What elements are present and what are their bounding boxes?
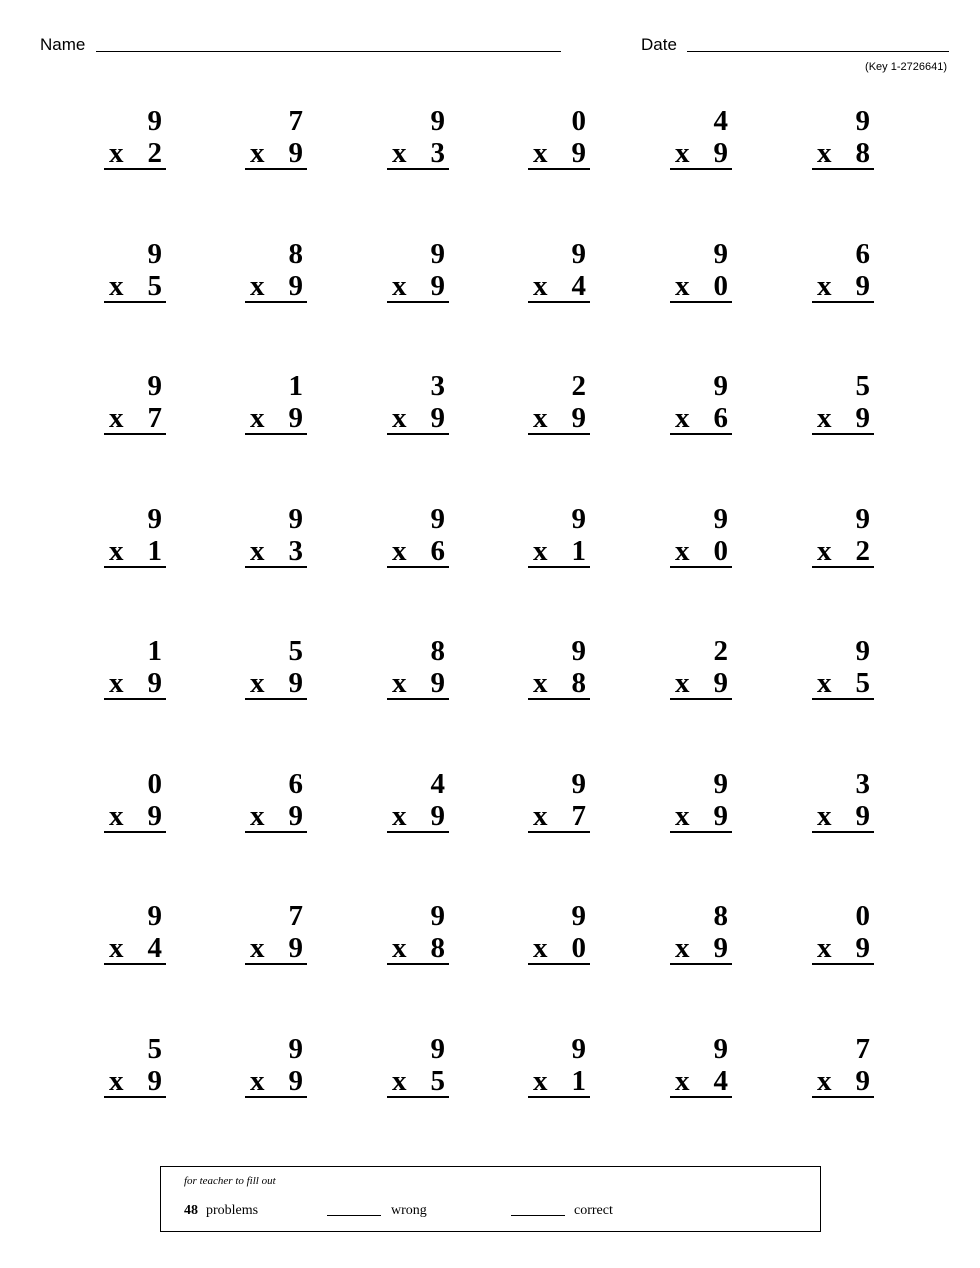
multiplier: 9 bbox=[855, 799, 870, 832]
multiplier-row bbox=[812, 536, 874, 568]
multiplier: 4 bbox=[713, 1064, 728, 1097]
multiplicand: 2 bbox=[571, 370, 586, 402]
multiplier-row bbox=[670, 668, 732, 700]
multiplier: 2 bbox=[147, 137, 162, 169]
multiplier-row bbox=[245, 271, 307, 303]
times-sign: x bbox=[109, 402, 124, 434]
multiplication-problem bbox=[387, 636, 449, 706]
multiplication-problem bbox=[812, 769, 874, 839]
multiplier: 9 bbox=[430, 269, 445, 302]
multiplier-row bbox=[387, 1066, 449, 1098]
multiplier-row bbox=[528, 1066, 590, 1098]
times-sign: x bbox=[392, 269, 407, 302]
multiplier: 9 bbox=[571, 402, 586, 434]
multiplier-row bbox=[104, 403, 166, 435]
multiplicand: 5 bbox=[855, 370, 870, 402]
multiplicand: 9 bbox=[430, 1032, 445, 1065]
multiplier: 9 bbox=[430, 799, 445, 832]
wrong-label: wrong bbox=[391, 1203, 427, 1218]
multiplier-row bbox=[812, 1066, 874, 1098]
times-sign: x bbox=[817, 1064, 832, 1097]
multiplier-row bbox=[245, 668, 307, 700]
multiplicand: 6 bbox=[288, 767, 303, 800]
multiplier: 9 bbox=[713, 137, 728, 169]
multiplier-row bbox=[528, 801, 590, 833]
multiplicand: 9 bbox=[855, 502, 870, 535]
multiplication-problem bbox=[812, 636, 874, 706]
times-sign: x bbox=[675, 402, 690, 434]
times-sign: x bbox=[675, 534, 690, 567]
times-sign: x bbox=[250, 137, 265, 169]
multiplication-problem bbox=[528, 636, 590, 706]
multiplier: 9 bbox=[855, 932, 870, 964]
times-sign: x bbox=[392, 534, 407, 567]
multiplier-row bbox=[812, 403, 874, 435]
times-sign: x bbox=[675, 799, 690, 832]
multiplier: 4 bbox=[147, 932, 162, 964]
multiplicand: 5 bbox=[288, 635, 303, 667]
problems-label: problems bbox=[206, 1203, 259, 1218]
multiplicand: 7 bbox=[288, 105, 303, 137]
multiplier: 9 bbox=[713, 667, 728, 699]
multiplication-problem bbox=[387, 239, 449, 309]
times-sign: x bbox=[533, 137, 548, 169]
times-sign: x bbox=[817, 799, 832, 832]
multiplicand: 9 bbox=[147, 105, 162, 137]
multiplier-row bbox=[812, 933, 874, 965]
multiplicand: 9 bbox=[571, 502, 586, 535]
times-sign: x bbox=[250, 799, 265, 832]
times-sign: x bbox=[817, 534, 832, 567]
multiplier-row bbox=[387, 403, 449, 435]
multiplier-row bbox=[812, 668, 874, 700]
times-sign: x bbox=[533, 667, 548, 699]
multiplier-row bbox=[104, 536, 166, 568]
multiplication-problem bbox=[245, 769, 307, 839]
times-sign: x bbox=[109, 667, 124, 699]
multiplier-row bbox=[245, 933, 307, 965]
times-sign: x bbox=[533, 1064, 548, 1097]
multiplicand: 9 bbox=[147, 237, 162, 270]
multiplier: 9 bbox=[713, 932, 728, 964]
multiplication-problem bbox=[104, 239, 166, 309]
times-sign: x bbox=[533, 402, 548, 434]
multiplier: 7 bbox=[147, 402, 162, 434]
multiplication-problem bbox=[245, 371, 307, 441]
multiplier: 9 bbox=[147, 799, 162, 832]
multiplier-row bbox=[528, 138, 590, 170]
multiplicand: 9 bbox=[147, 502, 162, 535]
multiplication-problem bbox=[812, 239, 874, 309]
multiplier-row bbox=[104, 138, 166, 170]
multiplicand: 9 bbox=[713, 767, 728, 800]
problems-count: 48 bbox=[184, 1203, 198, 1218]
multiplicand: 1 bbox=[288, 370, 303, 402]
multiplier: 0 bbox=[713, 269, 728, 302]
multiplier: 1 bbox=[571, 1064, 586, 1097]
multiplier: 8 bbox=[430, 932, 445, 964]
multiplicand: 6 bbox=[855, 237, 870, 270]
times-sign: x bbox=[392, 932, 407, 964]
multiplication-problem bbox=[812, 901, 874, 971]
multiplicand: 9 bbox=[430, 900, 445, 932]
times-sign: x bbox=[250, 402, 265, 434]
multiplier-row bbox=[528, 536, 590, 568]
multiplier-row bbox=[245, 801, 307, 833]
teacher-note: for teacher to fill out bbox=[184, 1175, 276, 1187]
multiplication-problem bbox=[104, 901, 166, 971]
multiplication-problem bbox=[387, 106, 449, 176]
times-sign: x bbox=[109, 534, 124, 567]
multiplication-problem bbox=[812, 371, 874, 441]
times-sign: x bbox=[675, 1064, 690, 1097]
multiplier: 0 bbox=[571, 932, 586, 964]
multiplicand: 9 bbox=[571, 237, 586, 270]
multiplier-row bbox=[245, 536, 307, 568]
multiplication-problem bbox=[528, 106, 590, 176]
multiplier-row bbox=[104, 1066, 166, 1098]
times-sign: x bbox=[533, 799, 548, 832]
multiplier-row bbox=[670, 403, 732, 435]
multiplier: 9 bbox=[288, 269, 303, 302]
multiplier: 9 bbox=[288, 667, 303, 699]
multiplier-row bbox=[104, 668, 166, 700]
multiplication-problem bbox=[670, 504, 732, 574]
multiplier-row bbox=[670, 536, 732, 568]
multiplication-problem bbox=[245, 504, 307, 574]
multiplicand: 9 bbox=[571, 1032, 586, 1065]
multiplier-row bbox=[670, 933, 732, 965]
multiplier: 9 bbox=[713, 799, 728, 832]
times-sign: x bbox=[109, 137, 124, 169]
multiplier-row bbox=[528, 271, 590, 303]
multiplication-problem bbox=[670, 769, 732, 839]
multiplier: 9 bbox=[288, 932, 303, 964]
multiplier-row bbox=[104, 271, 166, 303]
multiplication-problem bbox=[670, 901, 732, 971]
multiplier: 9 bbox=[571, 137, 586, 169]
multiplication-problem bbox=[528, 371, 590, 441]
times-sign: x bbox=[675, 932, 690, 964]
multiplicand: 4 bbox=[713, 105, 728, 137]
multiplicand: 7 bbox=[855, 1032, 870, 1065]
multiplicand: 9 bbox=[713, 237, 728, 270]
multiplicand: 0 bbox=[571, 105, 586, 137]
multiplication-problem bbox=[528, 769, 590, 839]
multiplication-problem bbox=[104, 371, 166, 441]
multiplicand: 0 bbox=[855, 900, 870, 932]
times-sign: x bbox=[250, 932, 265, 964]
multiplier: 8 bbox=[855, 137, 870, 169]
multiplier: 1 bbox=[571, 534, 586, 567]
multiplicand: 9 bbox=[147, 370, 162, 402]
multiplier-row bbox=[528, 933, 590, 965]
times-sign: x bbox=[392, 1064, 407, 1097]
multiplier: 3 bbox=[288, 534, 303, 567]
multiplication-problem bbox=[812, 504, 874, 574]
times-sign: x bbox=[250, 667, 265, 699]
multiplicand: 9 bbox=[571, 767, 586, 800]
multiplier-row bbox=[387, 668, 449, 700]
times-sign: x bbox=[817, 269, 832, 302]
multiplier-row bbox=[670, 271, 732, 303]
multiplication-problem bbox=[670, 371, 732, 441]
multiplication-problem bbox=[528, 901, 590, 971]
multiplication-problem bbox=[387, 769, 449, 839]
multiplier: 9 bbox=[430, 402, 445, 434]
multiplicand: 1 bbox=[147, 635, 162, 667]
multiplication-problem bbox=[245, 106, 307, 176]
times-sign: x bbox=[675, 667, 690, 699]
multiplier: 9 bbox=[855, 402, 870, 434]
times-sign: x bbox=[250, 1064, 265, 1097]
multiplicand: 2 bbox=[713, 635, 728, 667]
multiplier-row bbox=[528, 403, 590, 435]
multiplicand: 3 bbox=[430, 370, 445, 402]
multiplicand: 9 bbox=[430, 502, 445, 535]
multiplier: 5 bbox=[430, 1064, 445, 1097]
times-sign: x bbox=[817, 932, 832, 964]
multiplier-row bbox=[104, 933, 166, 965]
multiplier: 2 bbox=[855, 534, 870, 567]
multiplier: 9 bbox=[147, 667, 162, 699]
multiplier: 0 bbox=[713, 534, 728, 567]
times-sign: x bbox=[109, 269, 124, 302]
multiplication-problem bbox=[387, 504, 449, 574]
multiplication-problem bbox=[387, 371, 449, 441]
multiplier: 9 bbox=[855, 1064, 870, 1097]
multiplicand: 9 bbox=[855, 635, 870, 667]
multiplicand: 7 bbox=[288, 900, 303, 932]
correct-count-blank[interactable] bbox=[511, 1215, 565, 1216]
multiplicand: 8 bbox=[288, 237, 303, 270]
multiplication-problem bbox=[812, 106, 874, 176]
multiplier-row bbox=[670, 801, 732, 833]
multiplier-row bbox=[670, 138, 732, 170]
multiplicand: 9 bbox=[713, 502, 728, 535]
multiplication-problem bbox=[387, 1034, 449, 1104]
multiplication-problem bbox=[245, 239, 307, 309]
multiplier: 9 bbox=[288, 1064, 303, 1097]
times-sign: x bbox=[533, 269, 548, 302]
multiplication-problem bbox=[670, 636, 732, 706]
multiplier: 5 bbox=[147, 269, 162, 302]
multiplicand: 9 bbox=[430, 237, 445, 270]
correct-label: correct bbox=[574, 1203, 613, 1218]
times-sign: x bbox=[675, 137, 690, 169]
multiplier: 5 bbox=[855, 667, 870, 699]
multiplication-problem bbox=[104, 106, 166, 176]
multiplication-problem bbox=[245, 901, 307, 971]
multiplicand: 3 bbox=[855, 767, 870, 800]
multiplicand: 9 bbox=[288, 502, 303, 535]
multiplier-row bbox=[245, 138, 307, 170]
multiplicand: 5 bbox=[147, 1032, 162, 1065]
multiplier-row bbox=[387, 933, 449, 965]
multiplier: 6 bbox=[430, 534, 445, 567]
multiplication-problem bbox=[528, 239, 590, 309]
multiplier: 9 bbox=[855, 269, 870, 302]
multiplication-problem bbox=[670, 106, 732, 176]
multiplier-row bbox=[670, 1066, 732, 1098]
times-sign: x bbox=[392, 137, 407, 169]
multiplier: 1 bbox=[147, 534, 162, 567]
times-sign: x bbox=[817, 667, 832, 699]
multiplication-problem bbox=[670, 1034, 732, 1104]
times-sign: x bbox=[109, 932, 124, 964]
name-label: Name bbox=[40, 35, 86, 54]
multiplier-row bbox=[245, 1066, 307, 1098]
multiplicand: 9 bbox=[713, 370, 728, 402]
multiplication-problem bbox=[670, 239, 732, 309]
multiplicand: 4 bbox=[430, 767, 445, 800]
multiplier-row bbox=[528, 668, 590, 700]
times-sign: x bbox=[392, 799, 407, 832]
multiplier-row bbox=[387, 801, 449, 833]
wrong-count-blank[interactable] bbox=[327, 1215, 381, 1216]
multiplier: 9 bbox=[430, 667, 445, 699]
multiplier-row bbox=[104, 801, 166, 833]
date-label: Date bbox=[641, 35, 677, 54]
multiplicand: 9 bbox=[430, 105, 445, 137]
multiplication-problem bbox=[245, 1034, 307, 1104]
multiplier: 9 bbox=[288, 402, 303, 434]
multiplier: 7 bbox=[571, 799, 586, 832]
multiplication-problem bbox=[104, 1034, 166, 1104]
multiplier-row bbox=[245, 403, 307, 435]
multiplier-row bbox=[387, 138, 449, 170]
times-sign: x bbox=[250, 534, 265, 567]
multiplicand: 8 bbox=[713, 900, 728, 932]
multiplication-problem bbox=[387, 901, 449, 971]
times-sign: x bbox=[250, 269, 265, 302]
times-sign: x bbox=[533, 932, 548, 964]
multiplier: 4 bbox=[571, 269, 586, 302]
multiplication-problem bbox=[528, 504, 590, 574]
multiplication-problem bbox=[104, 769, 166, 839]
multiplicand: 9 bbox=[571, 635, 586, 667]
multiplier-row bbox=[812, 271, 874, 303]
multiplicand: 9 bbox=[147, 900, 162, 932]
answer-key-id: (Key 1-2726641) bbox=[865, 61, 947, 73]
times-sign: x bbox=[109, 799, 124, 832]
multiplier: 9 bbox=[288, 137, 303, 169]
multiplier: 8 bbox=[571, 667, 586, 699]
multiplicand: 9 bbox=[571, 900, 586, 932]
times-sign: x bbox=[817, 137, 832, 169]
multiplier: 9 bbox=[147, 1064, 162, 1097]
teacher-score-box bbox=[160, 1166, 821, 1232]
times-sign: x bbox=[533, 534, 548, 567]
multiplicand: 9 bbox=[288, 1032, 303, 1065]
multiplier: 6 bbox=[713, 402, 728, 434]
times-sign: x bbox=[109, 1064, 124, 1097]
multiplier-row bbox=[812, 138, 874, 170]
multiplication-problem bbox=[104, 504, 166, 574]
times-sign: x bbox=[392, 667, 407, 699]
multiplicand: 9 bbox=[855, 105, 870, 137]
times-sign: x bbox=[392, 402, 407, 434]
multiplicand: 0 bbox=[147, 767, 162, 800]
multiplication-problem bbox=[812, 1034, 874, 1104]
multiplication-problem bbox=[104, 636, 166, 706]
multiplier-row bbox=[812, 801, 874, 833]
multiplicand: 8 bbox=[430, 635, 445, 667]
times-sign: x bbox=[675, 269, 690, 302]
multiplier: 3 bbox=[430, 137, 445, 169]
multiplier-row bbox=[387, 271, 449, 303]
multiplication-problem bbox=[528, 1034, 590, 1104]
multiplier: 9 bbox=[288, 799, 303, 832]
times-sign: x bbox=[817, 402, 832, 434]
multiplicand: 9 bbox=[713, 1032, 728, 1065]
multiplier-row bbox=[387, 536, 449, 568]
multiplication-problem bbox=[245, 636, 307, 706]
